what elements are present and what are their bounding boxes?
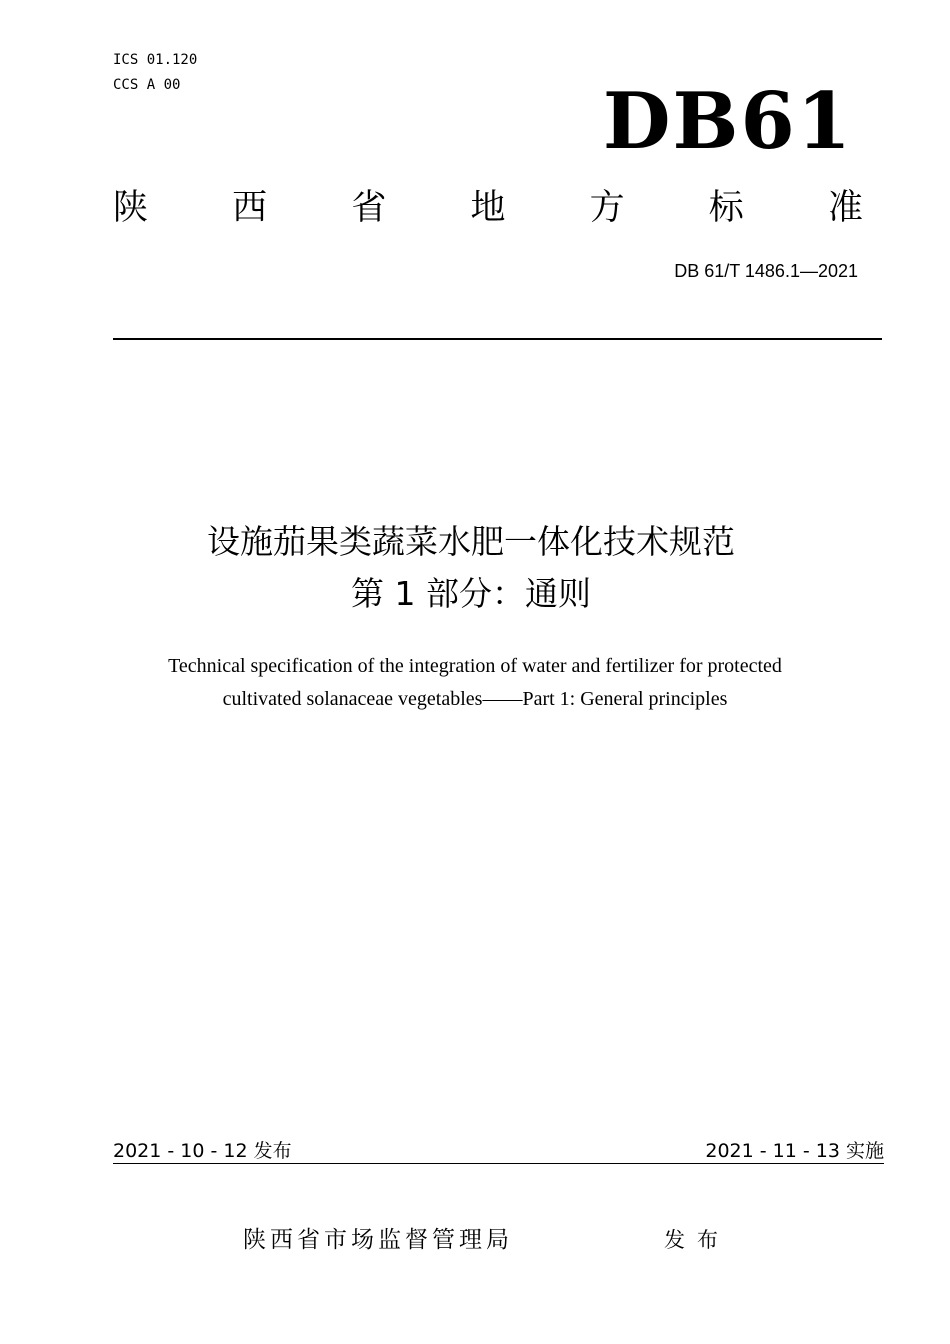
standard-type-char: 标	[708, 188, 744, 228]
title-en-line2: cultivated solanaceae vegetables——Part 1: General principles	[222, 688, 728, 710]
implement-date: 2021 - 11 - 13 实施	[705, 1140, 884, 1162]
footer-divider	[113, 1163, 884, 1164]
issuing-authority: 陕西省市场监督管理局	[243, 1227, 513, 1253]
classification-codes	[113, 48, 197, 98]
standard-type-char: 西	[232, 188, 268, 228]
standard-type-char: 地	[470, 188, 506, 228]
ics-code: ICS 01.120	[113, 52, 198, 68]
standard-type-char: 省	[351, 188, 387, 228]
standard-type	[113, 186, 863, 230]
standard-number: DB 61/T 1486.1—2021	[674, 261, 858, 281]
header-divider	[113, 338, 882, 340]
issue-label: 发布	[664, 1228, 730, 1252]
standard-type-char: 准	[827, 188, 863, 228]
standard-logo: DB61	[602, 76, 853, 167]
release-date: 2021 - 10 - 12 发布	[113, 1140, 292, 1162]
title-en-line1: Technical specification of the integration of water and fertilizer for protected	[168, 655, 782, 677]
title-cn-line2: 第 1 部分：通则	[351, 574, 591, 613]
ccs-code: CCS A 00	[113, 77, 181, 93]
date-row	[113, 1138, 884, 1164]
title-cn-line1: 设施茄果类蔬菜水肥一体化技术规范	[207, 522, 735, 561]
standard-type-char: 陕	[113, 188, 149, 228]
standard-type-char: 方	[589, 188, 625, 228]
